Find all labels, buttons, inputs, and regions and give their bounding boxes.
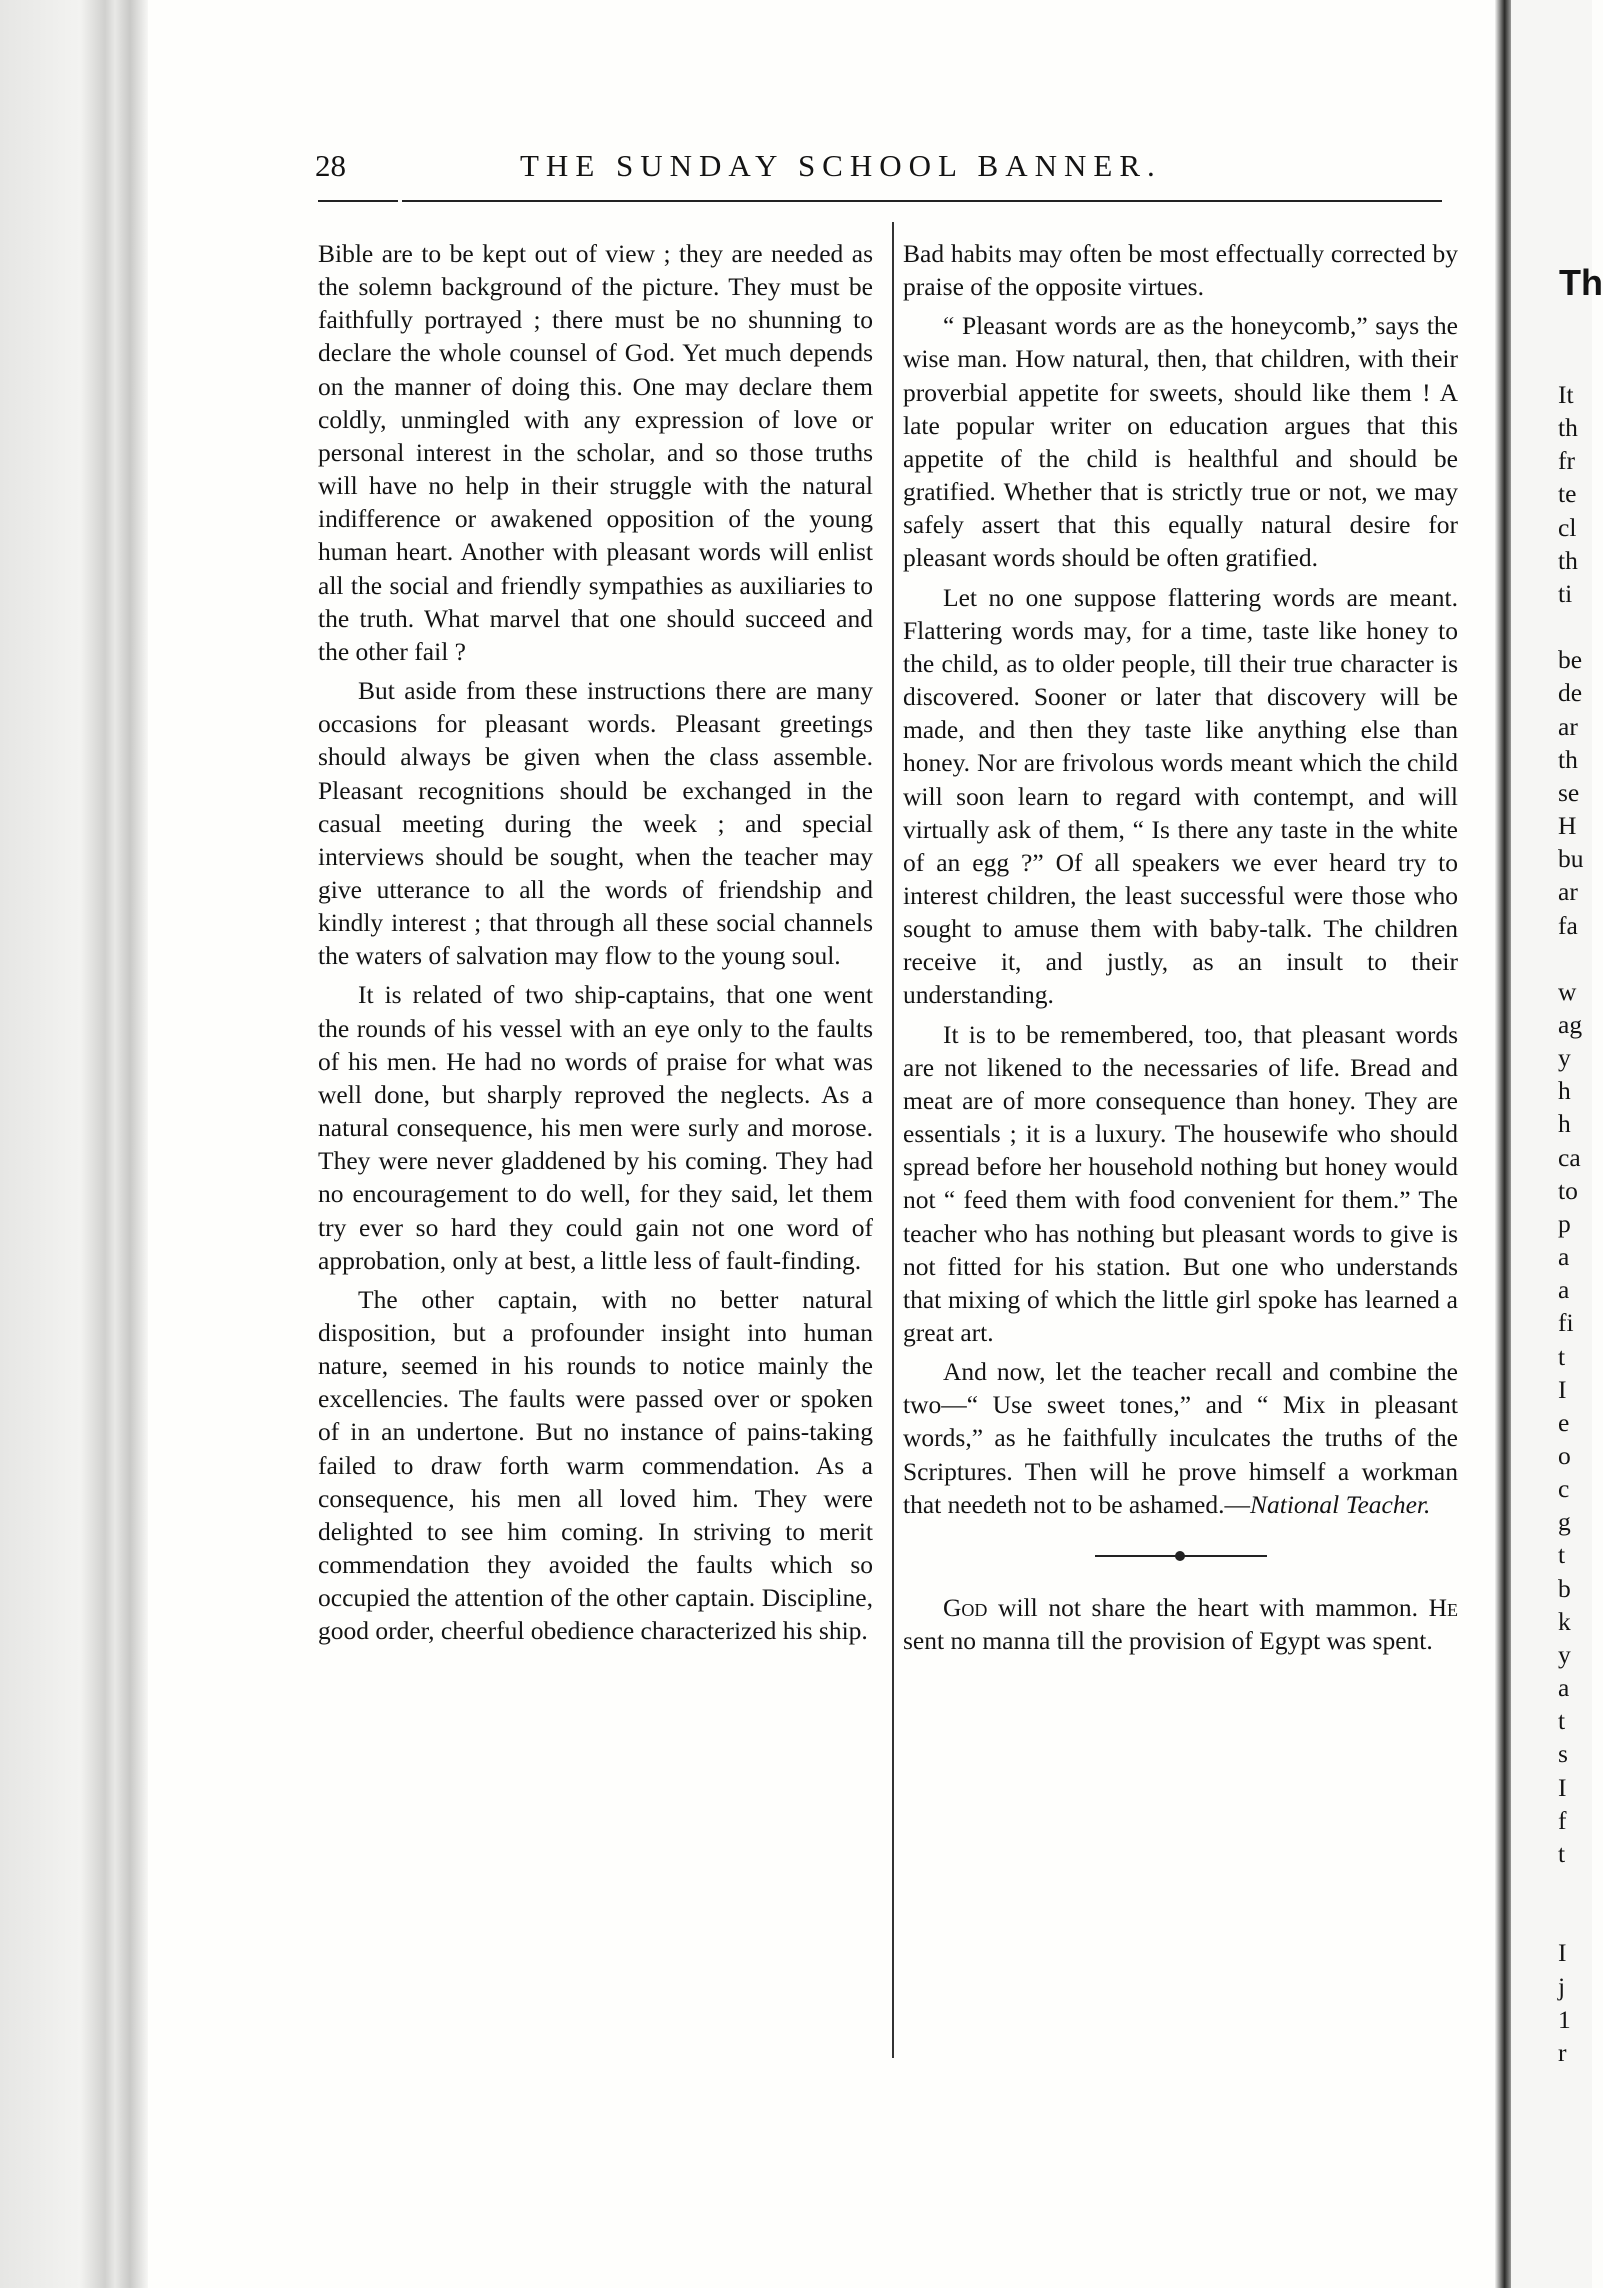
next-page-line-fragment bbox=[1558, 610, 1592, 643]
next-page-line-fragment: w bbox=[1558, 976, 1577, 1006]
paragraph: But aside from these instructions there are many occasions for pleasant words. Pleasant greetings should always be given when the class assemble. Pleasant recognitions should be exchanged in the casual meeting during the week ; and special interviews should be sought, when the teacher may give utterance to all the words of friendship and kindly interest ; that through all these social channels the waters of salvation may flow to the young soul. bbox=[318, 676, 873, 971]
divider-dot bbox=[1175, 1551, 1185, 1561]
next-page-line-fragment: fa bbox=[1558, 910, 1578, 940]
next-page-line-fragment: t bbox=[1558, 1838, 1566, 1868]
filler-paragraph bbox=[903, 1591, 1458, 1657]
next-page-line-fragment: th bbox=[1558, 744, 1578, 774]
next-page-line-fragment: H bbox=[1558, 811, 1577, 841]
next-page-line-fragment: b bbox=[1558, 1573, 1571, 1603]
filler-text-1: will not share the heart with mammon. bbox=[987, 1592, 1429, 1622]
column-separator bbox=[892, 222, 894, 2058]
next-page-line-fragment: ca bbox=[1558, 1142, 1581, 1172]
page-number: 28 bbox=[315, 148, 346, 183]
next-page-line-fragment: e bbox=[1558, 1407, 1570, 1437]
next-page-line-fragment: f bbox=[1558, 1805, 1567, 1835]
journal-title: THE SUNDAY SCHOOL BANNER. bbox=[520, 148, 1162, 183]
next-page-line-fragment bbox=[1558, 942, 1592, 975]
next-page-line-fragment: I bbox=[1558, 1938, 1567, 1968]
next-page-line-fragment: a bbox=[1558, 1242, 1570, 1272]
paragraph: Let no one suppose flattering words are meant. Flattering words may, for a time, taste like honey to the child, as to older people, till their true character is discovered. Sooner or later that discovery will be made, and then they taste like anything else than honey. Nor are frivolous words meant which the child will soon learn to regard with contempt, and will virtually ask of them, “ Is there any taste in the white of an egg ?” Of all speakers we ever heard try to interest children, the least successful were those who sought to amuse them with baby-talk. The children receive it, and justly, as an insult to their understanding. bbox=[903, 582, 1458, 1010]
next-page-line-fragment: ar bbox=[1558, 877, 1578, 907]
paragraph: The other captain, with no better natural disposition, but a profounder insight into human nature, seemed in his rounds to notice mainly the excellencies. The faults were passed over or spoken of in an undertone. But no instance of pains-taking failed to draw forth warm commendation. As a consequence, his men all loved him. They were delighted to see him coming. In striving to merit commendation they avoided the faults which so occupied the attention of the other captain. Discipline, good order, cheerful obedience characterized his ship. bbox=[318, 1284, 873, 1646]
small-caps-he: He bbox=[1428, 1592, 1458, 1622]
paragraph: Bible are to be kept out of view ; they are needed as the solemn background of the picture. They must be faithfully portrayed ; there must be no shunning to declare the whole counsel of God. Yet much depends on the manner of doing this. One may declare them coldly, unmingled with any expression of love or personal interest in the scholar, and so those truths will have no help in their struggle with the natural indifference or awakened opposition of the young human heart. Another with pleasant words will enlist all the social and friendly sympathies as auxiliaries to the truth. What marvel that one should succeed and the other fail ? bbox=[318, 239, 873, 666]
next-page-line-fragment: 1 bbox=[1558, 2004, 1571, 2034]
left-column bbox=[318, 237, 873, 1654]
next-page-line-fragment: y bbox=[1558, 1639, 1571, 1669]
next-page-line-fragment: y bbox=[1558, 1043, 1571, 1073]
next-page-line-fragment: s bbox=[1558, 1739, 1568, 1769]
right-column bbox=[903, 237, 1458, 1663]
next-page-line-fragment: be bbox=[1558, 645, 1583, 675]
next-page-edge bbox=[1511, 0, 1603, 2288]
page-gutter-divider bbox=[1495, 0, 1511, 2288]
small-caps-god: God bbox=[943, 1592, 988, 1622]
closing-paragraph bbox=[903, 1355, 1458, 1521]
running-header bbox=[315, 148, 1445, 198]
next-page-line-fragment: cl bbox=[1558, 512, 1577, 542]
filler-text-2: sent no manna till the provision of Egypt was spent. bbox=[903, 1626, 1433, 1656]
next-page-line-fragment: th bbox=[1558, 545, 1578, 575]
header-rule-short bbox=[318, 200, 398, 202]
next-page-line-fragment: se bbox=[1558, 777, 1580, 807]
next-page-line-fragment: ti bbox=[1558, 578, 1573, 608]
attribution: National Teacher. bbox=[1249, 1489, 1431, 1519]
next-page-line-fragment: I bbox=[1558, 1772, 1567, 1802]
scan-left-margin bbox=[0, 0, 148, 2288]
next-page-line-fragment: bu bbox=[1558, 844, 1584, 874]
paragraph: It is to be remembered, too, that pleasant words are not likened to the necessaries of life. Bread and meat are of more consequence than honey. They are essentials ; it is a luxury. The housewife who should spread before her household nothing but honey would not “ feed them with food convenient for them.” The teacher who has nothing but pleasant words to give is not fitted for his station. But one who understands that mixing of which the little girl spoke has learned a great art. bbox=[903, 1019, 1458, 1347]
next-page-line-fragment: t bbox=[1558, 1341, 1566, 1371]
next-page-line-fragment: th bbox=[1558, 413, 1578, 443]
next-page-line-fragment: de bbox=[1558, 678, 1583, 708]
next-page-line-fragment: h bbox=[1558, 1109, 1571, 1139]
next-page-line-fragment: a bbox=[1558, 1275, 1570, 1305]
next-page-line-fragment: t bbox=[1558, 1706, 1566, 1736]
next-page-line-fragment: a bbox=[1558, 1673, 1570, 1703]
next-page-line-fragment: fr bbox=[1558, 446, 1575, 476]
next-page-line-fragment bbox=[1558, 1870, 1592, 1903]
next-page-text-fragments bbox=[1558, 378, 1592, 2069]
closing-text: And now, let the teacher recall and combine the two—“ Use sweet tones,” and “ Mix in pleasant words,” as he faithfully inculcates the truths of the Scriptures. Then will he prove himself a workman that needeth not to be ashamed.— bbox=[903, 1357, 1458, 1519]
next-page-line-fragment: r bbox=[1558, 2037, 1567, 2067]
next-page-line-fragment: j bbox=[1558, 1971, 1566, 2001]
header-rule-long bbox=[402, 200, 1442, 202]
next-page-line-fragment: I bbox=[1558, 1374, 1567, 1404]
section-divider-ornament bbox=[1095, 1547, 1267, 1565]
next-page-heading-fragment: Th bbox=[1559, 262, 1603, 303]
next-page-line-fragment bbox=[1558, 1903, 1592, 1936]
next-page-line-fragment: It bbox=[1558, 380, 1574, 409]
next-page-line-fragment: p bbox=[1558, 1208, 1571, 1238]
next-page-line-fragment: t bbox=[1558, 1540, 1566, 1570]
next-page-line-fragment: ag bbox=[1558, 1009, 1583, 1039]
next-page-line-fragment: g bbox=[1558, 1507, 1571, 1537]
next-page-line-fragment: h bbox=[1558, 1076, 1571, 1106]
paragraph: “ Pleasant words are as the honeycomb,” says the wise man. How natural, then, that children, with their proverbial appetite for sweets, should like them ! A late popular writer on education argues that this appetite of the child is healthful and should be gratified. Whether that is strictly true or not, we may safely assert that this equally natural desire for pleasant words should be often gratified. bbox=[903, 311, 1458, 573]
next-page-line-fragment: c bbox=[1558, 1474, 1570, 1504]
next-page-line-fragment: to bbox=[1558, 1175, 1578, 1205]
next-page-line-fragment: te bbox=[1558, 479, 1577, 509]
next-page-line-fragment: o bbox=[1558, 1441, 1571, 1470]
next-page-line-fragment: k bbox=[1558, 1606, 1571, 1636]
next-page-line-fragment: ar bbox=[1558, 711, 1578, 741]
paragraph: Bad habits may often be most effectually corrected by praise of the opposite virtues. bbox=[903, 239, 1458, 302]
next-page-line-fragment: fi bbox=[1558, 1308, 1574, 1338]
paragraph: It is related of two ship-captains, that one went the rounds of his vessel with an eye only to the faults of his men. He had no words of praise for what was well done, but sharply reproved the neglects. As a natural consequence, his men were surly and morose. They were never gladdened by his coming. They had no encouragement to do well, for they said, let them try ever so hard they could gain not one word of approbation, only at best, a little less of fault-finding. bbox=[318, 980, 873, 1275]
